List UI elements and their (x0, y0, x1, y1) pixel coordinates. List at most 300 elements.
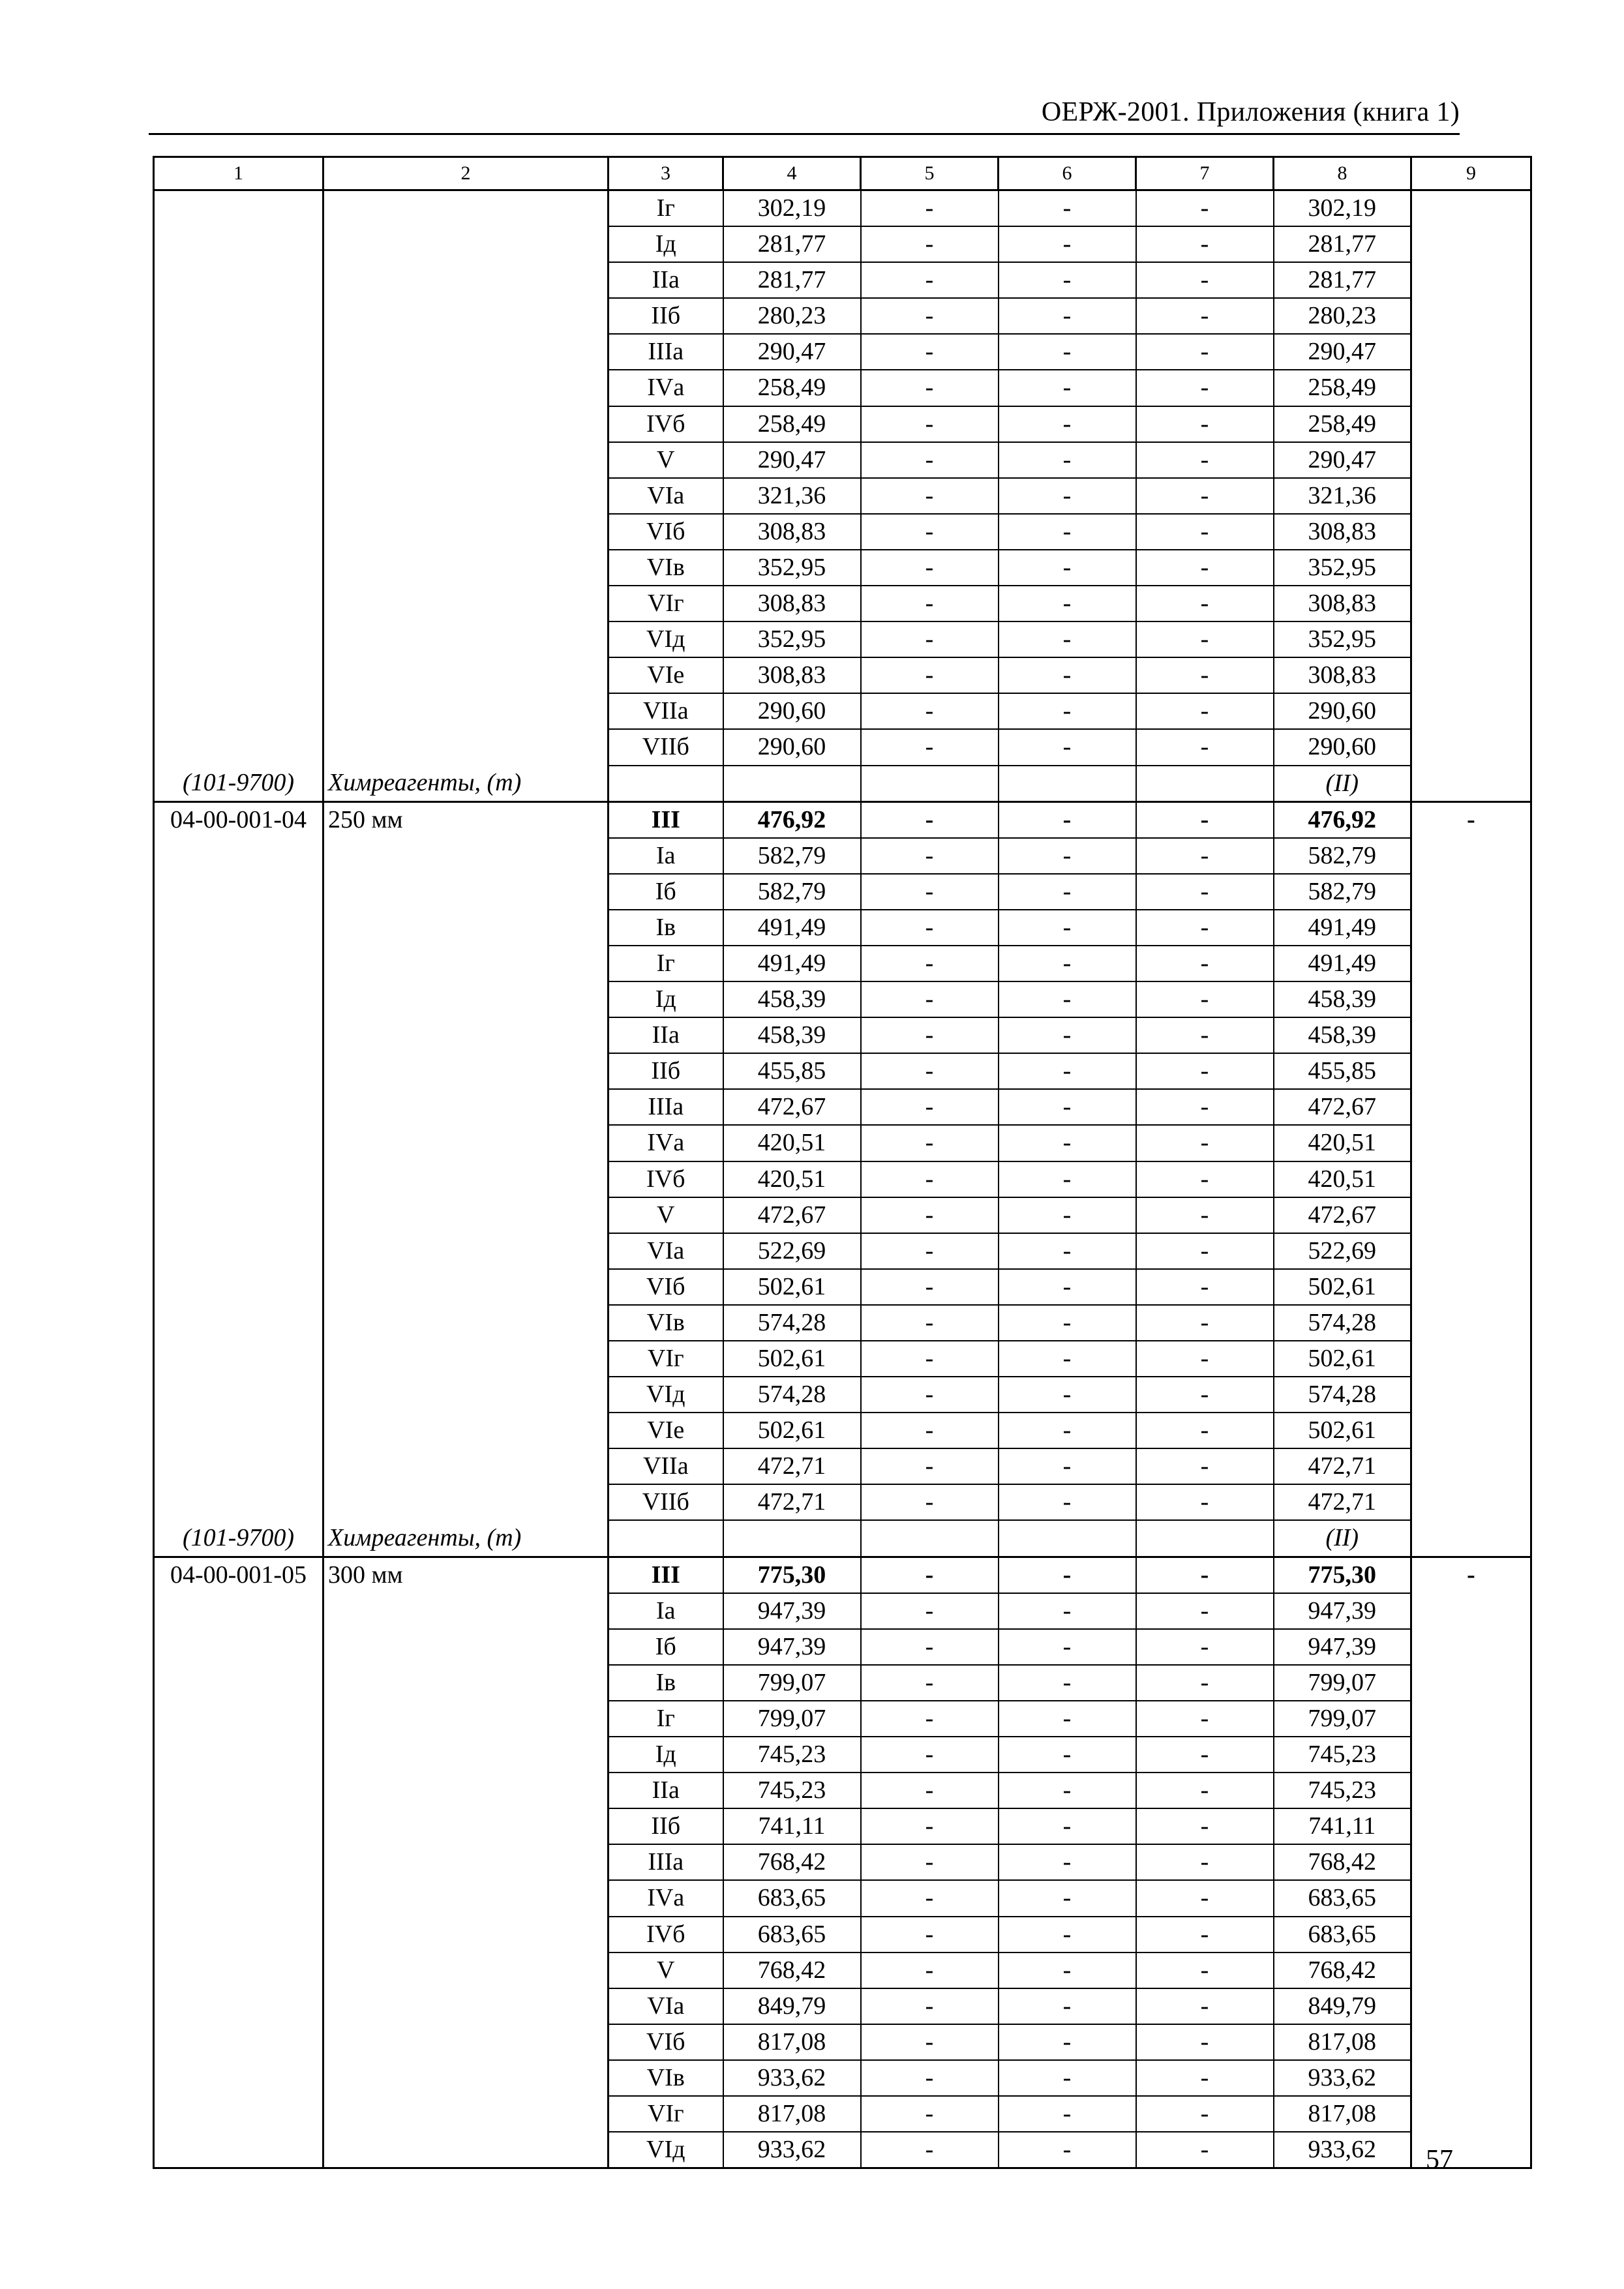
extra-cell (1411, 981, 1531, 1017)
value-cell: - (1136, 1880, 1274, 1916)
table-row (154, 478, 1531, 514)
code-cell (154, 1808, 323, 1844)
extra-cell (1411, 1377, 1531, 1413)
value-cell: - (861, 874, 999, 910)
extra-cell (1411, 1520, 1531, 1557)
name-cell (323, 406, 609, 442)
table-row (154, 406, 1531, 442)
code-cell (154, 621, 323, 657)
value-cell: - (1136, 621, 1274, 657)
value-cell: - (861, 1629, 999, 1665)
zone-cell: VIв (609, 2060, 723, 2096)
total-cell: 768,42 (1274, 1844, 1411, 1880)
extra-cell: - (1411, 801, 1531, 838)
value-cell: - (999, 946, 1136, 981)
name-cell (323, 1197, 609, 1233)
value-cell: - (999, 1844, 1136, 1880)
value-cell: - (1136, 946, 1274, 981)
value-cell: 472,67 (723, 1089, 861, 1125)
total-cell: 258,49 (1274, 406, 1411, 442)
value-cell: - (999, 298, 1136, 334)
name-cell (323, 838, 609, 874)
zone-cell: VIIб (609, 729, 723, 765)
code-cell (154, 1341, 323, 1377)
extra-cell (1411, 406, 1531, 442)
rates-table (153, 156, 1532, 2169)
value-cell: - (861, 1917, 999, 1952)
value-cell: - (999, 550, 1136, 586)
extra-cell (1411, 298, 1531, 334)
value-cell: - (861, 370, 999, 406)
extra-cell (1411, 621, 1531, 657)
name-cell (323, 1484, 609, 1520)
table-row (154, 1988, 1531, 2024)
zone-cell: VIд (609, 1377, 723, 1413)
value-cell: - (861, 946, 999, 981)
zone-cell: Iг (609, 946, 723, 981)
value-cell: 290,47 (723, 442, 861, 478)
zone-cell: Iг (609, 190, 723, 227)
value-cell: - (999, 2132, 1136, 2168)
zone-cell: IIа (609, 262, 723, 298)
name-cell (323, 1737, 609, 1773)
value-cell: - (1136, 370, 1274, 406)
table-row (154, 1773, 1531, 1808)
value-cell: 302,19 (723, 190, 861, 227)
value-cell: 947,39 (723, 1593, 861, 1629)
value-cell: - (1136, 2024, 1274, 2060)
total-cell: 281,77 (1274, 262, 1411, 298)
zone-cell: VIв (609, 1305, 723, 1341)
column-header: 3 (609, 157, 723, 190)
name-cell (323, 1161, 609, 1197)
code-cell (154, 1844, 323, 1880)
value-cell: - (1136, 1484, 1274, 1520)
total-cell: 582,79 (1274, 874, 1411, 910)
extra-cell (1411, 838, 1531, 874)
value-cell: 799,07 (723, 1701, 861, 1737)
value-cell: - (1136, 478, 1274, 514)
code-cell (154, 334, 323, 370)
value-cell: - (861, 981, 999, 1017)
total-cell: 683,65 (1274, 1880, 1411, 1916)
value-cell: - (1136, 1269, 1274, 1305)
zone-cell (609, 1520, 723, 1557)
total-cell: 458,39 (1274, 981, 1411, 1017)
code-cell (154, 1593, 323, 1629)
table-row (154, 1089, 1531, 1125)
table-row (154, 1341, 1531, 1377)
value-cell: - (1136, 1197, 1274, 1233)
name-cell: Химреагенты, (т) (323, 766, 609, 802)
total-cell: 290,60 (1274, 729, 1411, 765)
table-row (154, 2096, 1531, 2132)
value-cell: - (1136, 1593, 1274, 1629)
code-cell: 04-00-001-05 (154, 1557, 323, 1593)
table-row (154, 550, 1531, 586)
total-cell: 502,61 (1274, 1341, 1411, 1377)
table-row (154, 1844, 1531, 1880)
extra-cell (1411, 1125, 1531, 1161)
value-cell: - (999, 370, 1136, 406)
name-cell (323, 1305, 609, 1341)
value-cell: - (999, 1773, 1136, 1808)
value-cell: 472,71 (723, 1448, 861, 1484)
zone-cell: Iд (609, 981, 723, 1017)
extra-cell (1411, 657, 1531, 693)
name-cell (323, 693, 609, 729)
value-cell: 741,11 (723, 1808, 861, 1844)
code-cell (154, 478, 323, 514)
total-cell: 308,83 (1274, 514, 1411, 550)
table-row (154, 621, 1531, 657)
name-cell (323, 2096, 609, 2132)
extra-cell (1411, 1665, 1531, 1701)
table-row (154, 514, 1531, 550)
column-header: 2 (323, 157, 609, 190)
column-header: 1 (154, 157, 323, 190)
zone-cell: IIб (609, 1808, 723, 1844)
value-cell: - (1136, 1125, 1274, 1161)
value-cell: - (999, 1233, 1136, 1269)
value-cell: 933,62 (723, 2132, 861, 2168)
value-cell: - (861, 621, 999, 657)
code-cell (154, 1053, 323, 1089)
value-cell: 472,71 (723, 1484, 861, 1520)
code-cell (154, 1413, 323, 1448)
zone-cell: IVб (609, 406, 723, 442)
value-cell: - (999, 2096, 1136, 2132)
total-cell: 420,51 (1274, 1125, 1411, 1161)
total-cell: 817,08 (1274, 2024, 1411, 2060)
table-row (154, 1197, 1531, 1233)
zone-cell: VIд (609, 621, 723, 657)
value-cell: - (861, 1089, 999, 1125)
value-cell: 775,30 (723, 1557, 861, 1593)
code-cell (154, 1988, 323, 2024)
value-cell (1136, 1520, 1274, 1557)
value-cell: - (999, 1737, 1136, 1773)
zone-cell: V (609, 1197, 723, 1233)
name-cell (323, 1233, 609, 1269)
extra-cell (1411, 334, 1531, 370)
value-cell: - (1136, 1161, 1274, 1197)
code-cell (154, 262, 323, 298)
name-cell (323, 874, 609, 910)
value-cell: - (999, 621, 1136, 657)
value-cell: - (1136, 693, 1274, 729)
value-cell: - (861, 1448, 999, 1484)
table-row (154, 1952, 1531, 1988)
zone-cell: IIа (609, 1773, 723, 1808)
value-cell: 799,07 (723, 1665, 861, 1701)
value-cell: - (999, 1593, 1136, 1629)
value-cell: - (1136, 1737, 1274, 1773)
table-row (154, 1484, 1531, 1520)
extra-cell (1411, 1773, 1531, 1808)
extra-cell (1411, 1808, 1531, 1844)
name-cell (323, 2132, 609, 2168)
table-row (154, 1269, 1531, 1305)
value-cell: 768,42 (723, 1952, 861, 1988)
item-header-row (154, 1557, 1531, 1593)
zone-cell: Iб (609, 874, 723, 910)
value-cell: 491,49 (723, 910, 861, 946)
total-cell: 933,62 (1274, 2132, 1411, 2168)
value-cell: - (861, 1844, 999, 1880)
value-cell: - (861, 262, 999, 298)
value-cell: - (861, 910, 999, 946)
total-cell: 775,30 (1274, 1557, 1411, 1593)
value-cell: - (1136, 657, 1274, 693)
extra-cell (1411, 586, 1531, 621)
value-cell: - (1136, 1665, 1274, 1701)
value-cell: - (1136, 1773, 1274, 1808)
table-row (154, 262, 1531, 298)
name-cell (323, 370, 609, 406)
value-cell: - (1136, 2132, 1274, 2168)
code-cell: (101-9700) (154, 766, 323, 802)
code-cell (154, 442, 323, 478)
code-cell (154, 190, 323, 227)
value-cell: 933,62 (723, 2060, 861, 2096)
resource-note-row (154, 766, 1531, 802)
table-row (154, 1808, 1531, 1844)
extra-cell (1411, 766, 1531, 802)
name-cell (323, 1377, 609, 1413)
value-cell: - (999, 478, 1136, 514)
name-cell (323, 586, 609, 621)
name-cell (323, 657, 609, 693)
value-cell: 502,61 (723, 1269, 861, 1305)
total-cell: 352,95 (1274, 550, 1411, 586)
zone-cell: VIе (609, 1413, 723, 1448)
total-cell: 947,39 (1274, 1593, 1411, 1629)
value-cell: - (999, 586, 1136, 621)
value-cell: - (1136, 1089, 1274, 1125)
zone-cell: IVб (609, 1917, 723, 1952)
code-cell (154, 1305, 323, 1341)
extra-cell (1411, 1880, 1531, 1916)
name-cell (323, 226, 609, 262)
value-cell: 582,79 (723, 838, 861, 874)
table-row (154, 1053, 1531, 1089)
value-cell: - (861, 1665, 999, 1701)
table-row (154, 1737, 1531, 1773)
value-cell: - (1136, 1413, 1274, 1448)
extra-cell (1411, 2096, 1531, 2132)
table-row (154, 1665, 1531, 1701)
total-cell: (II) (1274, 766, 1411, 802)
total-cell: 258,49 (1274, 370, 1411, 406)
name-cell (323, 1917, 609, 1952)
table-row (154, 1448, 1531, 1484)
name-cell (323, 1125, 609, 1161)
extra-cell (1411, 1269, 1531, 1305)
table-row (154, 1701, 1531, 1737)
zone-cell: IIб (609, 1053, 723, 1089)
name-cell (323, 1701, 609, 1737)
total-cell: 491,49 (1274, 946, 1411, 981)
extra-cell (1411, 693, 1531, 729)
name-cell (323, 1880, 609, 1916)
code-cell (154, 1737, 323, 1773)
value-cell: - (1136, 1988, 1274, 2024)
total-cell: 817,08 (1274, 2096, 1411, 2132)
code-cell (154, 226, 323, 262)
extra-cell (1411, 1017, 1531, 1053)
value-cell (723, 766, 861, 802)
extra-cell (1411, 226, 1531, 262)
value-cell: - (861, 1161, 999, 1197)
value-cell: - (861, 729, 999, 765)
value-cell: - (1136, 406, 1274, 442)
code-cell (154, 1773, 323, 1808)
value-cell: - (861, 2024, 999, 2060)
value-cell: - (999, 1808, 1136, 1844)
code-cell (154, 1952, 323, 1988)
name-cell: Химреагенты, (т) (323, 1520, 609, 1557)
code-cell (154, 693, 323, 729)
value-cell: - (1136, 2060, 1274, 2096)
code-cell (154, 2096, 323, 2132)
name-cell (323, 729, 609, 765)
zone-cell: Iд (609, 1737, 723, 1773)
extra-cell (1411, 946, 1531, 981)
zone-cell: IVа (609, 1125, 723, 1161)
value-cell: - (861, 1377, 999, 1413)
name-cell: 250 мм (323, 801, 609, 838)
value-cell: - (1136, 1341, 1274, 1377)
code-cell (154, 838, 323, 874)
value-cell: - (1136, 442, 1274, 478)
extra-cell (1411, 1988, 1531, 2024)
table-row (154, 2132, 1531, 2168)
total-cell: 472,71 (1274, 1484, 1411, 1520)
column-header: 6 (999, 157, 1136, 190)
table-row (154, 874, 1531, 910)
extra-cell (1411, 2060, 1531, 2096)
value-cell: 491,49 (723, 946, 861, 981)
value-cell: - (1136, 1917, 1274, 1952)
name-cell (323, 1773, 609, 1808)
total-cell: 799,07 (1274, 1665, 1411, 1701)
extra-cell (1411, 1593, 1531, 1629)
value-cell: - (861, 1125, 999, 1161)
total-cell: 455,85 (1274, 1053, 1411, 1089)
value-cell: - (861, 1017, 999, 1053)
value-cell: - (999, 1701, 1136, 1737)
total-cell: 502,61 (1274, 1413, 1411, 1448)
value-cell: - (999, 1952, 1136, 1988)
extra-cell (1411, 1952, 1531, 1988)
value-cell: - (1136, 729, 1274, 765)
code-cell (154, 514, 323, 550)
zone-cell: VIа (609, 478, 723, 514)
code-cell (154, 550, 323, 586)
zone-cell: Iд (609, 226, 723, 262)
code-cell (154, 298, 323, 334)
value-cell: 321,36 (723, 478, 861, 514)
extra-cell (1411, 262, 1531, 298)
zone-cell: V (609, 1952, 723, 1988)
value-cell: - (861, 838, 999, 874)
code-cell (154, 1665, 323, 1701)
value-cell: - (861, 298, 999, 334)
total-cell: 745,23 (1274, 1773, 1411, 1808)
value-cell: 352,95 (723, 621, 861, 657)
value-cell: - (999, 514, 1136, 550)
value-cell: - (999, 1880, 1136, 1916)
code-cell (154, 1125, 323, 1161)
value-cell: - (999, 2060, 1136, 2096)
value-cell: - (1136, 1305, 1274, 1341)
code-cell (154, 1448, 323, 1484)
value-cell: 258,49 (723, 406, 861, 442)
value-cell: - (999, 981, 1136, 1017)
table-row (154, 2060, 1531, 2096)
value-cell: 308,83 (723, 657, 861, 693)
table-row (154, 1161, 1531, 1197)
value-cell: 352,95 (723, 550, 861, 586)
code-cell (154, 981, 323, 1017)
zone-cell: VIг (609, 1341, 723, 1377)
value-cell: - (861, 442, 999, 478)
name-cell (323, 478, 609, 514)
code-cell (154, 1484, 323, 1520)
value-cell: - (861, 801, 999, 838)
value-cell (1136, 766, 1274, 802)
value-cell: 455,85 (723, 1053, 861, 1089)
code-cell (154, 729, 323, 765)
code-cell (154, 2132, 323, 2168)
total-cell: 582,79 (1274, 838, 1411, 874)
zone-cell: Iа (609, 1593, 723, 1629)
value-cell: 947,39 (723, 1629, 861, 1665)
zone-cell: IVа (609, 370, 723, 406)
table-row (154, 442, 1531, 478)
zone-cell: VIIа (609, 1448, 723, 1484)
value-cell: - (861, 2132, 999, 2168)
total-cell: 302,19 (1274, 190, 1411, 227)
table-row (154, 1593, 1531, 1629)
resource-note-row (154, 1520, 1531, 1557)
value-cell: - (1136, 334, 1274, 370)
value-cell (999, 766, 1136, 802)
table-row (154, 981, 1531, 1017)
value-cell: - (861, 1557, 999, 1593)
value-cell: - (999, 1305, 1136, 1341)
value-cell: 768,42 (723, 1844, 861, 1880)
zone-cell: VIIб (609, 1484, 723, 1520)
value-cell: - (1136, 1377, 1274, 1413)
value-cell: - (861, 1305, 999, 1341)
extra-cell (1411, 1233, 1531, 1269)
value-cell: - (999, 729, 1136, 765)
extra-cell (1411, 1737, 1531, 1773)
code-cell (154, 1629, 323, 1665)
total-cell: 280,23 (1274, 298, 1411, 334)
value-cell: - (861, 1737, 999, 1773)
value-cell: - (999, 2024, 1136, 2060)
value-cell: - (1136, 874, 1274, 910)
value-cell: - (861, 1808, 999, 1844)
total-cell: 472,71 (1274, 1448, 1411, 1484)
column-header: 7 (1136, 157, 1274, 190)
table-row (154, 1233, 1531, 1269)
value-cell: 258,49 (723, 370, 861, 406)
value-cell: - (999, 1017, 1136, 1053)
